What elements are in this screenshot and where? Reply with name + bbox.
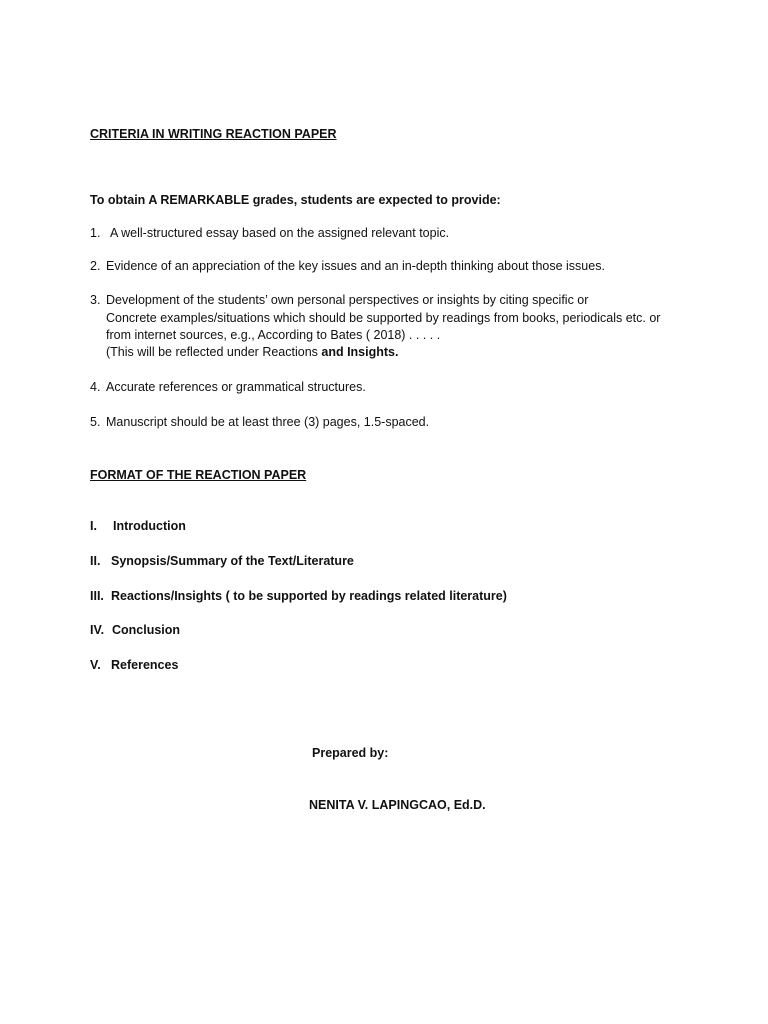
item-text: Reactions/Insights ( to be supported by readings related literature) bbox=[111, 589, 507, 603]
item-text: Conclusion bbox=[112, 623, 181, 637]
criteria-item-1 bbox=[90, 225, 449, 242]
item-number: II. bbox=[90, 554, 101, 568]
criteria-title: CRITERIA IN WRITING REACTION PAPER bbox=[90, 127, 337, 141]
item-number: 5. bbox=[90, 415, 101, 429]
author-name: NENITA V. LAPINGCAO, Ed.D. bbox=[309, 798, 486, 812]
format-item-2 bbox=[90, 553, 354, 570]
format-title: FORMAT OF THE REACTION PAPER bbox=[90, 468, 307, 482]
item-text: Introduction bbox=[113, 519, 186, 533]
format-item-1 bbox=[90, 518, 186, 535]
format-item-3 bbox=[90, 588, 507, 605]
item-text-note: (This will be reflected under Reactions bbox=[106, 345, 322, 359]
item-text-line-3: from internet sources, e.g., According to Bates ( 2018) . . . . . bbox=[106, 328, 441, 342]
item-number: III. bbox=[90, 589, 104, 603]
item-text: Synopsis/Summary of the Text/Literature bbox=[111, 554, 354, 568]
format-item-4 bbox=[90, 622, 180, 639]
item-number: 1. bbox=[90, 226, 101, 240]
item-text-note-bold: and Insights. bbox=[321, 345, 399, 359]
item-number: 3. bbox=[90, 293, 101, 307]
prepared-by-label: Prepared by: bbox=[312, 746, 389, 760]
item-number: 4. bbox=[90, 380, 101, 394]
item-text-line-1: Development of the students’ own personal perspectives or insights by citing specific or bbox=[106, 293, 589, 307]
criteria-item-5 bbox=[90, 414, 429, 431]
criteria-intro: To obtain A REMARKABLE grades, students are expected to provide: bbox=[90, 193, 501, 207]
item-number: V. bbox=[90, 658, 101, 672]
item-text: Accurate references or grammatical structures. bbox=[106, 380, 366, 394]
format-item-5 bbox=[90, 657, 178, 674]
item-text: References bbox=[111, 658, 179, 672]
criteria-item-2 bbox=[90, 258, 605, 275]
item-number: IV. bbox=[90, 623, 105, 637]
criteria-item-4 bbox=[90, 379, 366, 396]
item-number: I. bbox=[90, 519, 97, 533]
item-text: A well-structured essay based on the assigned relevant topic. bbox=[110, 226, 450, 240]
item-text-line-2: Concrete examples/situations which should be supported by readings from books, periodicals etc. or bbox=[106, 311, 661, 325]
item-number: 2. bbox=[90, 259, 101, 273]
item-text: Manuscript should be at least three (3) pages, 1.5-spaced. bbox=[106, 415, 430, 429]
item-text: Evidence of an appreciation of the key issues and an in-depth thinking about those issues. bbox=[106, 259, 605, 273]
item-text-line-4 bbox=[106, 344, 398, 361]
